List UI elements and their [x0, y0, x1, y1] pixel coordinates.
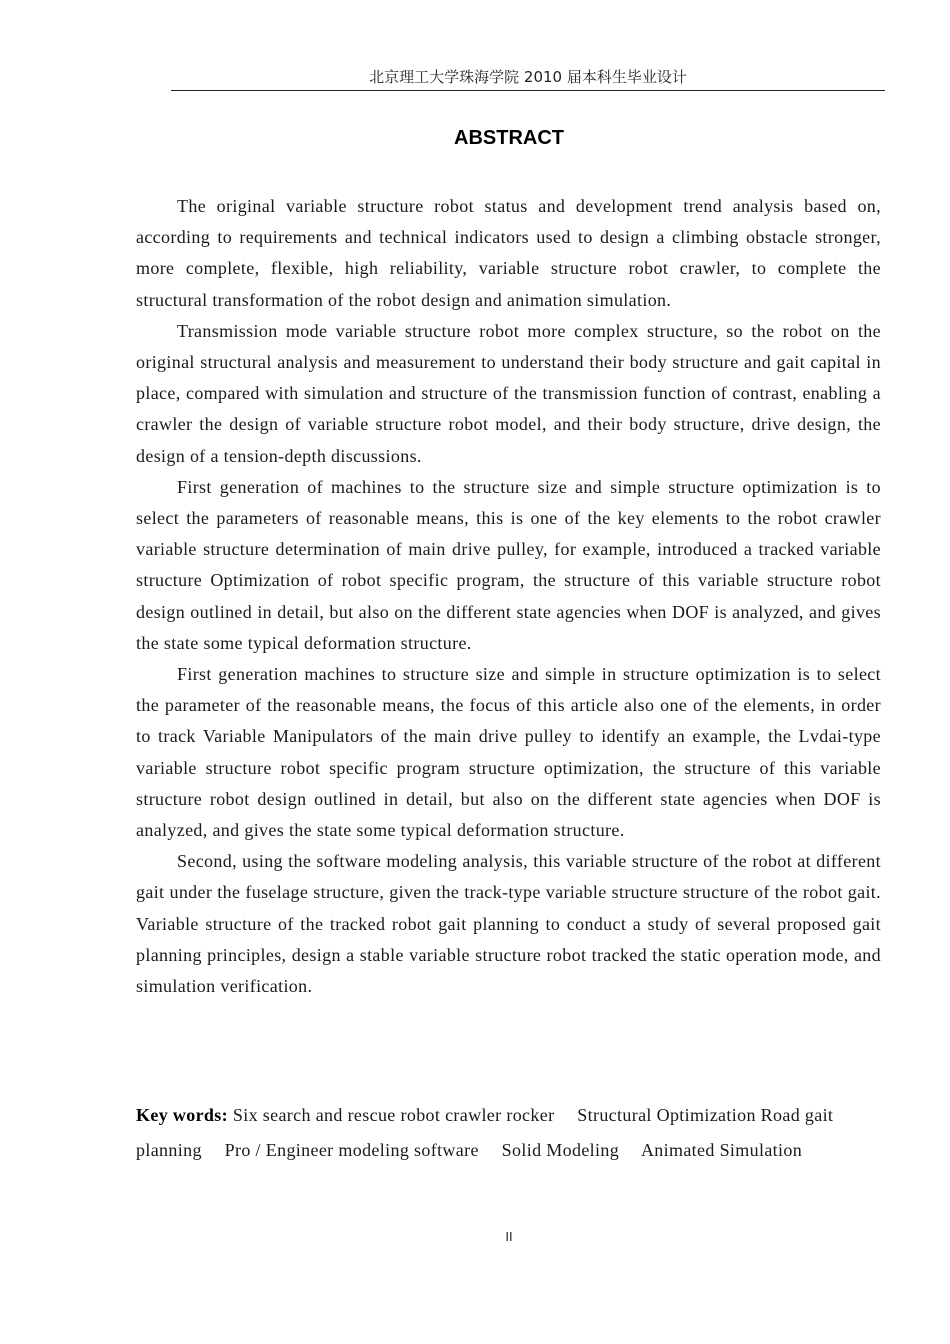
keyword-item: Pro / Engineer modeling software	[224, 1140, 479, 1160]
abstract-body	[136, 191, 881, 1002]
keyword-item: Animated Simulation	[640, 1140, 803, 1160]
keywords-label: Key words:	[136, 1105, 228, 1125]
keyword-item: Solid Modeling	[501, 1140, 620, 1160]
abstract-paragraph: The original variable structure robot status and development trend analysis based on, according to requirements and technical indicators used to design a climbing obstacle stronger, more complete, flexible, high reliability, variable structure robot crawler, to complete the structural transformation of the robot design and animation simulation.	[136, 196, 881, 310]
abstract-paragraph: Second, using the software modeling analysis, this variable structure of the robot at different gait under the fuselage structure, given the track-type variable structure structure of the robot gait. Variable structure of the tracked robot gait planning to conduct a study of several proposed gait planning principles, design a stable variable structure robot tracked the static operation mode, and simulation verification.	[136, 851, 881, 997]
abstract-title: ABSTRACT	[454, 127, 564, 149]
page-header: 北京理工大学珠海学院 2010 届本科生毕业设计	[171, 66, 885, 91]
abstract-paragraph: Transmission mode variable structure robot more complex structure, so the robot on the original structural analysis and measurement to understand their body structure and gait capital in place, compared with simulation and structure of the transmission function of contrast, enabling a crawler the design of variable structure robot model, and their body structure, drive design, the design of a tension-depth discussions.	[136, 320, 881, 466]
abstract-paragraph: First generation of machines to the structure size and simple structure optimization is to select the parameters of reasonable means, this is one of the key elements to the robot crawler variable structure determination of main drive pulley, for example, introduced a tracked variable structure Optimization of robot specific program, the structure of this variable structure robot design outlined in detail, but also on the different state agencies when DOF is analyzed, and gives the state some typical deformation structure.	[136, 476, 881, 653]
keyword-item: Structural Optimization Road gait planning	[136, 1105, 834, 1160]
abstract-paragraph: First generation machines to structure size and simple in structure optimization is to select the parameter of the reasonable means, the focus of this article also one of the elements, in order to track Variable Manipulators of the main drive pulley to identify an example, the Lvdai-type variable structure robot specific program structure optimization, the structure of this variable structure robot design outlined in detail, but also on the different state agencies when DOF is analyzed, and gives the state some typical deformation structure.	[136, 664, 881, 841]
keyword-item: Six search and rescue robot crawler rocker	[232, 1105, 555, 1125]
keywords-section	[136, 1098, 881, 1168]
page-number: II	[505, 1229, 513, 1244]
